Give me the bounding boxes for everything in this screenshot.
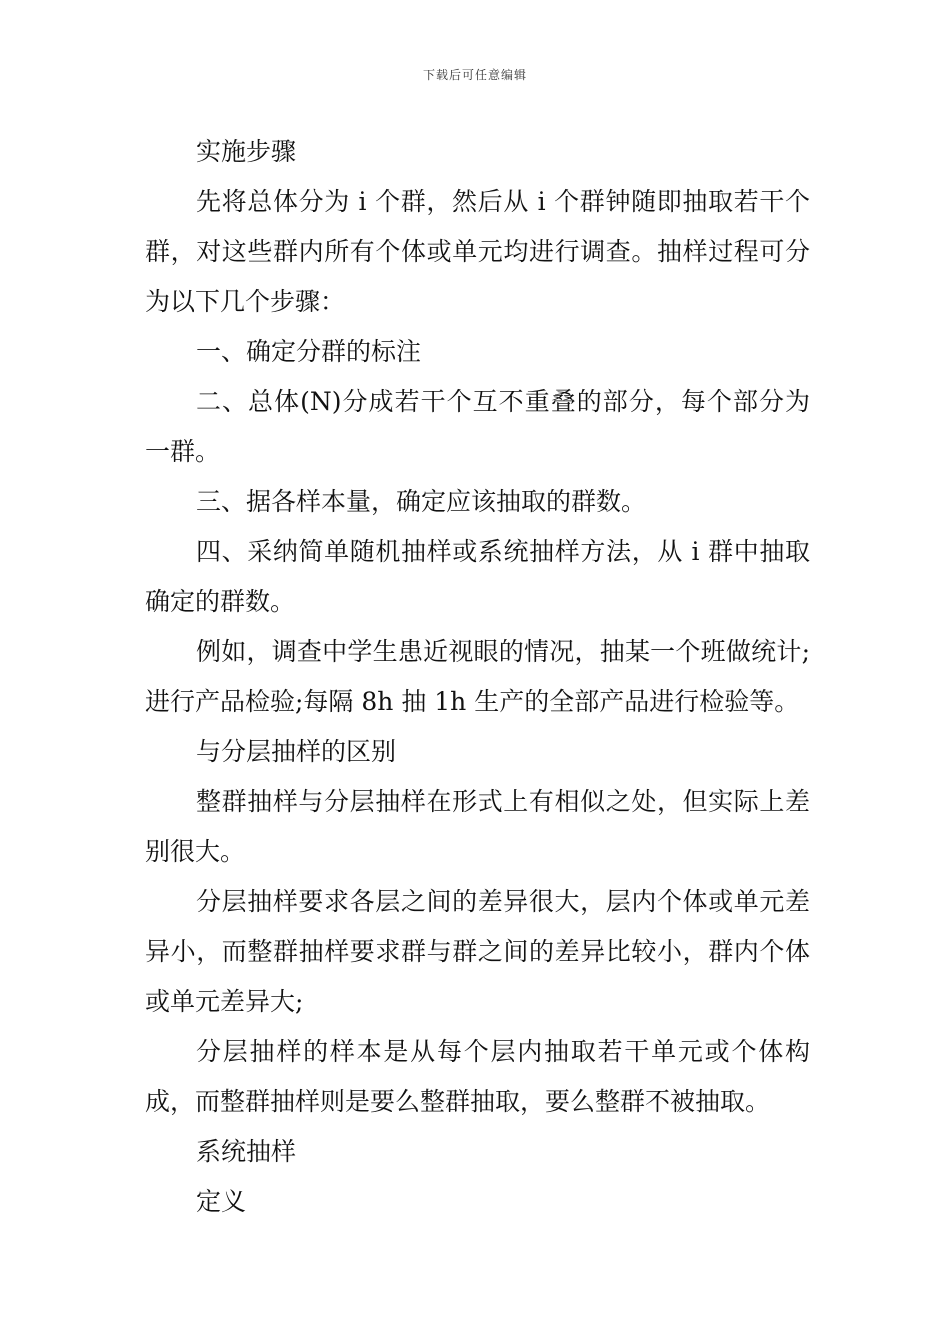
paragraph-example: 例如，调查中学生患近视眼的情况，抽某一个班做统计;进行产品检验;每隔 8h 抽 1h 生产的全部产品进行检验等。 [145,637,810,716]
step-1: 一、确定分群的标注 [196,337,422,366]
paragraph-variance: 分层抽样要求各层之间的差异很大，层内个体或单元差异小，而整群抽样要求群与群之间的差异比较小，群内个体或单元差异大; [145,887,810,1016]
paragraph-sample-composition: 分层抽样的样本是从每个层内抽取若干单元或个体构成，而整群抽样则是要么整群抽取，要么整群不被抽取。 [145,1037,810,1116]
paragraph-similarity: 整群抽样与分层抽样在形式上有相似之处，但实际上差别很大。 [145,787,810,866]
page-header: 下载后可任意编辑 [422,68,527,82]
heading-difference: 与分层抽样的区别 [196,737,397,766]
step-3: 三、据各样本量，确定应该抽取的群数。 [196,487,647,516]
heading-implementation-steps: 实施步骤 [196,137,297,166]
document-body [145,127,810,1227]
heading-definition: 定义 [196,1187,247,1216]
step-2: 二、总体(N)分成若干个互不重叠的部分，每个部分为一群。 [145,387,810,466]
heading-systematic-sampling: 系统抽样 [196,1137,297,1166]
paragraph-cluster-procedure: 先将总体分为 i 个群，然后从 i 个群钟随即抽取若干个群，对这些群内所有个体或单元均进行调查。抽样过程可分为以下几个步骤： [145,187,810,316]
step-4: 四、采纳简单随机抽样或系统抽样方法，从 i 群中抽取确定的群数。 [145,537,810,616]
